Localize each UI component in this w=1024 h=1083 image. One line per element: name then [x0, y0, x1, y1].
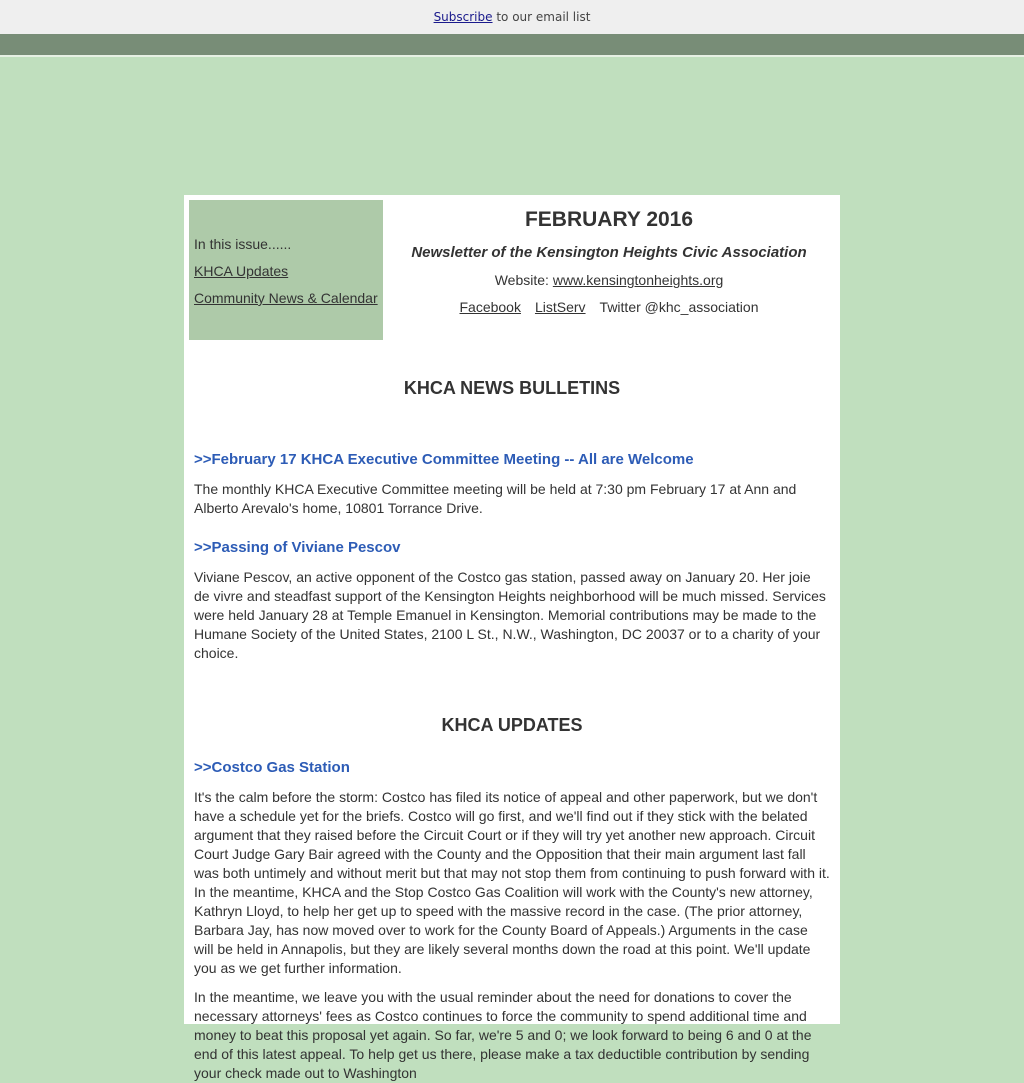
toc-intro: In this issue...... — [194, 236, 292, 252]
article-body-pescov: Viviane Pescov, an active opponent of the Costco gas station, passed away on January 20. Her joie de vivre and steadfast support of the Kensington Heights neighborhood will be much missed. Services were held January 28 at Temple Emanuel in Kensington. Memorial contributions may be made to the Humane Society of the United States, 2100 L St., N.W., Washington, DC 20037 or to a charity of your choice. — [194, 569, 826, 661]
subscribe-bar — [0, 0, 1024, 34]
newsletter-subtitle: Newsletter of the Kensington Heights Civic Association — [411, 244, 807, 261]
subscribe-text: to our email list — [492, 10, 591, 24]
newsletter-body — [184, 195, 840, 1081]
website-line — [383, 272, 835, 288]
header-divider — [0, 55, 1024, 57]
header-band — [0, 34, 1024, 55]
website-link[interactable]: www.kensingtonheights.org — [552, 272, 724, 288]
newsletter-content — [194, 375, 830, 1083]
social-links — [383, 299, 835, 315]
facebook-link[interactable]: Facebook — [459, 299, 521, 315]
table-of-contents — [189, 200, 383, 340]
section-heading-bulletins: KHCA NEWS BULLETINS — [403, 378, 621, 398]
subscribe-link[interactable]: Subscribe — [433, 10, 493, 24]
article-body-costco-2: In the meantime, we leave you with the usual reminder about the need for donations to cover the necessary attorneys' fees as Costco continues to force the community to spend additional time and money to beat this proposal yet again. So far, we're 5 and 0; we look forward to being 6 and 0 at the end of this latest appeal. To help get us there, please make a tax deductible contribution by sending your check made out to Washington — [194, 989, 812, 1081]
website-label: Website: — [494, 272, 553, 288]
issue-title: FEBRUARY 2016 — [524, 208, 694, 231]
section-heading-updates: KHCA UPDATES — [441, 715, 583, 735]
article-body-costco-1: It's the calm before the storm: Costco has filed its notice of appeal and other paperwork, but we don't have a schedule yet for the briefs. Costco will go first, and we'll find out if they stick with the belated argument that they raised before the Circuit Court or if they will try yet another new approach. Circuit Court Judge Gary Bair agreed with the County and the Opposition that their main argument last fall was both untimely and without merit but that may not stop them from continuing to push forward with it. In the meantime, KHCA and the Stop Costco Gas Coalition will work with the County's new attorney, Kathryn Lloyd, to help her get up to speed with the massive record in the case. (The prior attorney, Barbara Jay, has now moved over to work for the County Board of Appeals.) Arguments in the case will be held in Annapolis, but they are likely several months down the road at this point. We'll update you as we get further information. — [194, 789, 830, 976]
masthead — [383, 205, 835, 315]
article-title-costco: >>Costco Gas Station — [194, 759, 350, 776]
twitter-handle: Twitter @khc_association — [599, 299, 759, 315]
article-body-exec-meeting: The monthly KHCA Executive Committee meeting will be held at 7:30 pm February 17 at Ann and Alberto Arevalo's home, 10801 Torrance Drive. — [194, 481, 797, 516]
listserv-link[interactable]: ListServ — [534, 299, 586, 315]
toc-link-community-news[interactable]: Community News & Calendar — [194, 290, 378, 306]
article-title-pescov: >>Passing of Viviane Pescov — [194, 539, 401, 556]
toc-link-khca-updates[interactable]: KHCA Updates — [194, 263, 289, 279]
article-title-exec-meeting: >>February 17 KHCA Executive Committee Meeting -- All are Welcome — [194, 451, 694, 468]
